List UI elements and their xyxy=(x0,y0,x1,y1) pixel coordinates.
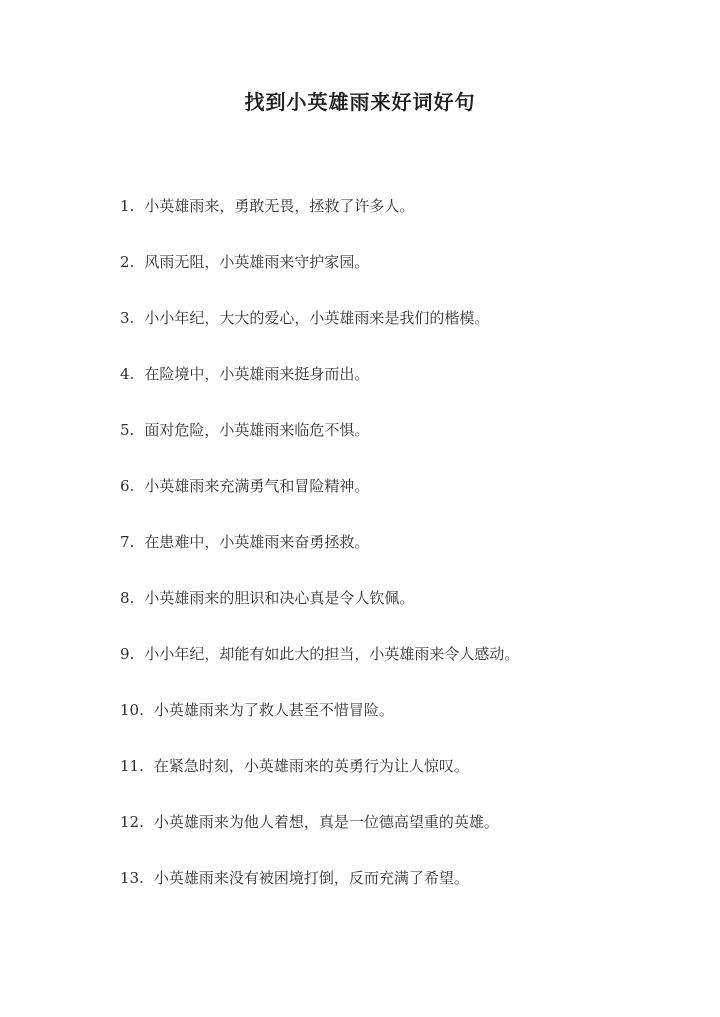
item-number: 2. xyxy=(120,253,135,271)
item-text: 风雨无阻，小英雄雨来守护家园。 xyxy=(144,253,370,271)
list-item xyxy=(120,306,660,362)
sentence-list xyxy=(120,194,660,922)
item-text: 在紧急时刻，小英雄雨来的英勇行为让人惊叹。 xyxy=(153,757,469,775)
item-text: 在险境中，小英雄雨来挺身而出。 xyxy=(144,365,370,383)
list-item xyxy=(120,250,660,306)
list-item xyxy=(120,754,660,810)
list-item xyxy=(120,866,660,922)
page-title: 找到小英雄雨来好词好句 xyxy=(244,90,476,114)
item-text: 小英雄雨来充满勇气和冒险精神。 xyxy=(144,477,370,495)
item-text: 小英雄雨来没有被困境打倒，反而充满了希望。 xyxy=(153,869,469,887)
item-number: 7. xyxy=(120,533,135,551)
list-item xyxy=(120,474,660,530)
item-text: 小英雄雨来的胆识和决心真是令人钦佩。 xyxy=(144,589,415,607)
list-item xyxy=(120,698,660,754)
list-item xyxy=(120,418,660,474)
item-text: 小小年纪，却能有如此大的担当，小英雄雨来令人感动。 xyxy=(144,645,520,663)
item-text: 小小年纪，大大的爱心，小英雄雨来是我们的楷模。 xyxy=(144,309,490,327)
item-number: 12. xyxy=(120,813,144,831)
item-text: 小英雄雨来为了救人甚至不惜冒险。 xyxy=(153,701,394,719)
item-number: 3. xyxy=(120,309,135,327)
item-text: 小英雄雨来，勇敢无畏，拯救了许多人。 xyxy=(144,197,415,215)
item-number: 10. xyxy=(120,701,144,719)
list-item xyxy=(120,642,660,698)
list-item xyxy=(120,810,660,866)
item-number: 13. xyxy=(120,869,144,887)
item-text: 在患难中，小英雄雨来奋勇拯救。 xyxy=(144,533,370,551)
list-item xyxy=(120,586,660,642)
item-text: 小英雄雨来为他人着想，真是一位德高望重的英雄。 xyxy=(153,813,499,831)
list-item xyxy=(120,362,660,418)
item-number: 11. xyxy=(120,757,144,775)
item-number: 5. xyxy=(120,421,135,439)
list-item xyxy=(120,194,660,250)
item-number: 6. xyxy=(120,477,135,495)
item-number: 8. xyxy=(120,589,135,607)
item-number: 1. xyxy=(120,197,135,215)
list-item xyxy=(120,530,660,586)
item-number: 4. xyxy=(120,365,135,383)
item-number: 9. xyxy=(120,645,135,663)
item-text: 面对危险，小英雄雨来临危不惧。 xyxy=(144,421,370,439)
